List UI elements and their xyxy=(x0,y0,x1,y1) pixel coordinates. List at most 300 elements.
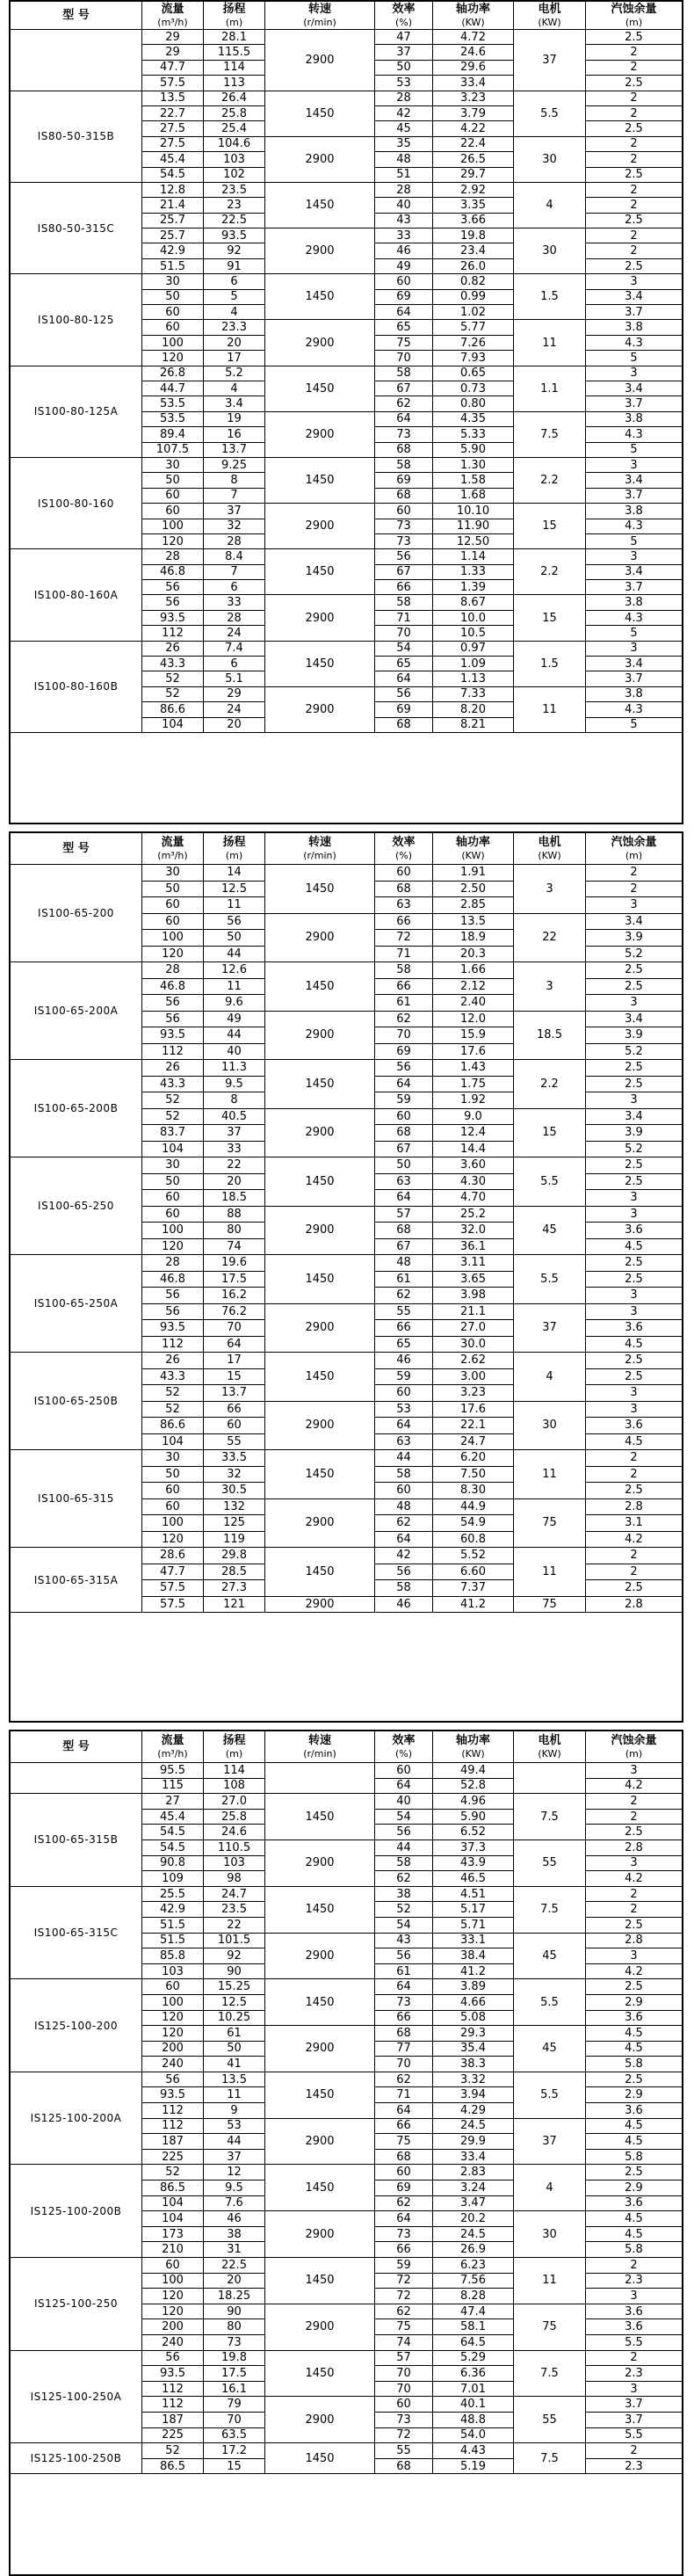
model-cell: IS100-80-160A xyxy=(11,549,142,641)
npsh-cell: 5 xyxy=(586,718,682,733)
speed-cell: 2900 xyxy=(265,2397,375,2443)
model-cell: IS125-100-250 xyxy=(11,2258,142,2351)
efficiency-cell: 71 xyxy=(375,611,433,626)
speed-cell: 2900 xyxy=(265,595,375,641)
efficiency-cell: 68 xyxy=(375,2150,433,2166)
efficiency-cell: 72 xyxy=(375,2289,433,2304)
npsh-cell: 3.6 xyxy=(586,2103,682,2119)
efficiency-cell: 63 xyxy=(375,1174,433,1191)
head-cell: 31 xyxy=(204,2242,265,2258)
head-cell: 6 xyxy=(204,657,265,671)
efficiency-cell: 42 xyxy=(375,106,433,121)
head-cell: 17.5 xyxy=(204,1272,265,1288)
flow-cell: 93.5 xyxy=(142,611,204,626)
efficiency-cell: 68 xyxy=(375,489,433,504)
npsh-cell: 3.6 xyxy=(586,2304,682,2320)
efficiency-cell: 67 xyxy=(375,565,433,580)
npsh-cell: 4.3 xyxy=(586,427,682,442)
efficiency-cell: 69 xyxy=(375,702,433,717)
header-flow-unit: (m³/h) xyxy=(157,850,188,861)
model-cell: IS125-100-200B xyxy=(11,2165,142,2258)
efficiency-cell: 73 xyxy=(375,519,433,534)
efficiency-cell: 73 xyxy=(375,2227,433,2243)
head-cell: 7 xyxy=(204,565,265,580)
header-flow-unit: (m³/h) xyxy=(157,1748,188,1760)
npsh-cell: 3 xyxy=(586,1207,682,1223)
efficiency-cell: 51 xyxy=(375,168,433,183)
motor-power-cell: 22 xyxy=(514,914,586,963)
flow-cell: 27.5 xyxy=(142,121,204,136)
efficiency-cell: 46 xyxy=(375,243,433,258)
npsh-cell: 2 xyxy=(586,1794,682,1810)
head-cell: 102 xyxy=(204,168,265,183)
flow-cell: 56 xyxy=(142,1288,204,1304)
header-shaft-power-unit: (KW) xyxy=(461,850,485,861)
efficiency-cell: 71 xyxy=(375,947,433,963)
motor-power-cell: 5.5 xyxy=(514,2072,586,2119)
npsh-cell: 3.7 xyxy=(586,671,682,686)
motor-power-cell: 4 xyxy=(514,2165,586,2211)
speed-cell: 2900 xyxy=(265,412,375,458)
flow-cell: 120 xyxy=(142,2011,204,2027)
flow-cell: 56 xyxy=(142,995,204,1012)
efficiency-cell: 68 xyxy=(375,443,433,458)
flow-cell: 104 xyxy=(142,2196,204,2212)
speed-cell: 1450 xyxy=(265,2443,375,2474)
header-flow xyxy=(142,2,204,30)
head-cell: 4 xyxy=(204,381,265,396)
head-cell: 22 xyxy=(204,1157,265,1174)
shaft-power-cell: 46.5 xyxy=(433,1871,514,1887)
efficiency-cell: 28 xyxy=(375,183,433,198)
npsh-cell: 3.9 xyxy=(586,930,682,947)
head-cell: 98 xyxy=(204,1871,265,1887)
shaft-power-cell: 13.5 xyxy=(433,914,514,931)
head-cell: 9.25 xyxy=(204,458,265,473)
npsh-cell: 2 xyxy=(586,152,682,167)
npsh-cell: 2 xyxy=(586,137,682,152)
speed-cell xyxy=(265,1763,375,1794)
npsh-cell: 2.8 xyxy=(586,1934,682,1949)
flow-cell: 60 xyxy=(142,305,204,320)
head-cell: 6 xyxy=(204,580,265,595)
head-cell: 26.4 xyxy=(204,91,265,106)
npsh-cell: 3 xyxy=(586,549,682,564)
npsh-cell: 2.8 xyxy=(586,1597,682,1614)
npsh-cell: 2.5 xyxy=(586,1272,682,1288)
speed-cell: 1450 xyxy=(265,1887,375,1934)
npsh-cell: 2.5 xyxy=(586,76,682,91)
efficiency-cell: 58 xyxy=(375,366,433,381)
npsh-cell: 2.5 xyxy=(586,1483,682,1499)
head-cell: 8 xyxy=(204,473,265,488)
shaft-power-cell: 5.19 xyxy=(433,2459,514,2475)
model-cell: IS100-65-315B xyxy=(11,1794,142,1887)
flow-cell: 46.8 xyxy=(142,1272,204,1288)
speed-cell: 1450 xyxy=(265,1450,375,1499)
flow-cell: 93.5 xyxy=(142,2087,204,2103)
efficiency-cell: 64 xyxy=(375,671,433,686)
shaft-power-cell: 29.7 xyxy=(433,168,514,183)
efficiency-cell: 54 xyxy=(375,1810,433,1825)
head-cell: 12.6 xyxy=(204,962,265,979)
efficiency-cell: 64 xyxy=(375,1532,433,1549)
head-cell: 38 xyxy=(204,2227,265,2243)
efficiency-cell: 65 xyxy=(375,1337,433,1353)
motor-power-cell: 15 xyxy=(514,595,586,641)
flow-cell: 50 xyxy=(142,1467,204,1484)
npsh-cell: 3 xyxy=(586,366,682,381)
shaft-power-cell: 60.8 xyxy=(433,1532,514,1549)
speed-cell: 2900 xyxy=(265,2026,375,2072)
shaft-power-cell: 1.75 xyxy=(433,1077,514,1093)
head-cell: 11 xyxy=(204,897,265,914)
flow-cell: 240 xyxy=(142,2057,204,2072)
flow-cell: 25.7 xyxy=(142,229,204,243)
head-cell: 3.4 xyxy=(204,396,265,411)
npsh-cell: 4.5 xyxy=(586,2026,682,2042)
shaft-power-cell: 30.0 xyxy=(433,1337,514,1353)
shaft-power-cell: 22.4 xyxy=(433,137,514,152)
head-cell: 64 xyxy=(204,1337,265,1353)
flow-cell: 200 xyxy=(142,2042,204,2057)
speed-cell: 1450 xyxy=(265,1255,375,1304)
npsh-cell: 3 xyxy=(586,1948,682,1964)
efficiency-cell: 70 xyxy=(375,626,433,641)
flow-cell: 200 xyxy=(142,2319,204,2335)
shaft-power-cell: 12.0 xyxy=(433,1012,514,1028)
model-cell: IS100-80-125 xyxy=(11,274,142,366)
npsh-cell: 3.4 xyxy=(586,914,682,931)
flow-cell: 187 xyxy=(142,2413,204,2428)
motor-power-cell: 7.5 xyxy=(514,2443,586,2474)
head-cell: 8.4 xyxy=(204,549,265,564)
shaft-power-cell: 10.0 xyxy=(433,611,514,626)
header-shaft-power-unit: (KW) xyxy=(461,17,485,28)
flow-cell: 56 xyxy=(142,2351,204,2367)
spec-table xyxy=(11,833,682,1613)
speed-cell: 1450 xyxy=(265,1979,375,2026)
shaft-power-cell: 0.73 xyxy=(433,381,514,396)
header-shaft-power-label: 轴功率 xyxy=(455,1734,490,1747)
shaft-power-cell: 2.62 xyxy=(433,1353,514,1369)
shaft-power-cell: 3.65 xyxy=(433,1272,514,1288)
flow-cell: 100 xyxy=(142,336,204,351)
npsh-cell: 2 xyxy=(586,229,682,243)
efficiency-cell: 64 xyxy=(375,1418,433,1434)
head-cell: 115.5 xyxy=(204,45,265,60)
shaft-power-cell: 1.58 xyxy=(433,473,514,488)
head-cell: 23 xyxy=(204,198,265,213)
head-cell: 103 xyxy=(204,152,265,167)
head-cell: 25.8 xyxy=(204,1810,265,1825)
efficiency-cell: 67 xyxy=(375,1239,433,1256)
npsh-cell: 3.4 xyxy=(586,657,682,671)
npsh-cell: 2.5 xyxy=(586,121,682,136)
efficiency-cell: 43 xyxy=(375,1934,433,1949)
model-cell: IS125-100-200A xyxy=(11,2072,142,2166)
model-cell: IS100-65-250B xyxy=(11,1353,142,1450)
flow-cell: 30 xyxy=(142,274,204,289)
speed-cell: 1450 xyxy=(265,962,375,1012)
npsh-cell: 2 xyxy=(586,1887,682,1903)
motor-power-cell: 7.5 xyxy=(514,1794,586,1840)
flow-cell: 107.5 xyxy=(142,443,204,458)
shaft-power-cell: 3.24 xyxy=(433,2181,514,2196)
efficiency-cell: 64 xyxy=(375,2211,433,2227)
head-cell: 24 xyxy=(204,626,265,641)
shaft-power-cell: 15.9 xyxy=(433,1027,514,1044)
motor-power-cell: 1.5 xyxy=(514,274,586,320)
flow-cell: 52 xyxy=(142,1385,204,1402)
speed-cell: 1450 xyxy=(265,2165,375,2211)
efficiency-cell: 37 xyxy=(375,45,433,60)
npsh-cell: 3 xyxy=(586,1092,682,1109)
flow-cell: 28 xyxy=(142,1255,204,1272)
npsh-cell: 2 xyxy=(586,91,682,106)
header-shaft-power xyxy=(433,2,514,30)
head-cell: 5.2 xyxy=(204,366,265,381)
flow-cell: 50 xyxy=(142,882,204,898)
shaft-power-cell: 4.66 xyxy=(433,1995,514,2011)
header-npsh-unit: (m) xyxy=(625,850,643,861)
header-motor-power-unit: (KW) xyxy=(538,850,561,861)
shaft-power-cell: 4.30 xyxy=(433,1174,514,1191)
npsh-cell: 5.8 xyxy=(586,2242,682,2258)
shaft-power-cell: 7.26 xyxy=(433,336,514,351)
flow-cell: 85.8 xyxy=(142,1948,204,1964)
npsh-cell: 2.5 xyxy=(586,1157,682,1174)
head-cell: 37 xyxy=(204,2150,265,2166)
head-cell: 22.5 xyxy=(204,214,265,229)
shaft-power-cell: 29.3 xyxy=(433,2026,514,2042)
flow-cell: 60 xyxy=(142,504,204,519)
motor-power-cell: 2.2 xyxy=(514,1060,586,1109)
shaft-power-cell: 5.90 xyxy=(433,1810,514,1825)
efficiency-cell: 40 xyxy=(375,1794,433,1810)
efficiency-cell: 70 xyxy=(375,2366,433,2382)
shaft-power-cell: 6.60 xyxy=(433,1564,514,1581)
shaft-power-cell: 32.0 xyxy=(433,1223,514,1239)
efficiency-cell: 64 xyxy=(375,412,433,427)
efficiency-cell: 74 xyxy=(375,2335,433,2351)
head-cell: 7 xyxy=(204,489,265,504)
head-cell: 20 xyxy=(204,1174,265,1191)
motor-power-cell: 4 xyxy=(514,1353,586,1402)
flow-cell: 43.3 xyxy=(142,1077,204,1093)
motor-power-cell: 7.5 xyxy=(514,1887,586,1934)
flow-cell: 100 xyxy=(142,1223,204,1239)
flow-cell: 51.5 xyxy=(142,1934,204,1949)
head-cell: 63.5 xyxy=(204,2428,265,2444)
header-speed xyxy=(265,833,375,865)
npsh-cell: 4.5 xyxy=(586,2211,682,2227)
efficiency-cell: 63 xyxy=(375,1434,433,1451)
flow-cell: 57.5 xyxy=(142,1580,204,1597)
head-cell: 50 xyxy=(204,930,265,947)
npsh-cell: 3.7 xyxy=(586,580,682,595)
header-efficiency-unit: (%) xyxy=(394,17,413,28)
efficiency-cell: 46 xyxy=(375,1597,433,1614)
npsh-cell: 2 xyxy=(586,183,682,198)
shaft-power-cell: 33.1 xyxy=(433,1934,514,1949)
flow-cell: 120 xyxy=(142,2289,204,2304)
header-shaft-power-label: 轴功率 xyxy=(455,3,490,16)
efficiency-cell: 43 xyxy=(375,214,433,229)
npsh-cell: 3.7 xyxy=(586,2413,682,2428)
header-head xyxy=(204,2,265,30)
efficiency-cell: 56 xyxy=(375,1948,433,1964)
efficiency-cell: 47 xyxy=(375,30,433,45)
shaft-power-cell: 48.8 xyxy=(433,2413,514,2428)
npsh-cell: 4.5 xyxy=(586,2134,682,2150)
header-head-label: 扬程 xyxy=(222,836,246,849)
flow-cell: 120 xyxy=(142,2304,204,2320)
npsh-cell: 2.5 xyxy=(586,2072,682,2088)
npsh-cell: 2.5 xyxy=(586,962,682,979)
shaft-power-cell: 3.23 xyxy=(433,1385,514,1402)
header-speed xyxy=(265,2,375,30)
shaft-power-cell: 1.39 xyxy=(433,580,514,595)
model-cell: IS100-80-125A xyxy=(11,366,142,458)
shaft-power-cell: 2.40 xyxy=(433,995,514,1012)
speed-cell: 2900 xyxy=(265,1402,375,1451)
header-motor-power-label: 电机 xyxy=(538,3,561,16)
shaft-power-cell: 5.71 xyxy=(433,1918,514,1934)
shaft-power-cell: 7.37 xyxy=(433,1580,514,1597)
efficiency-cell: 40 xyxy=(375,198,433,213)
efficiency-cell: 60 xyxy=(375,2165,433,2181)
shaft-power-cell: 0.99 xyxy=(433,290,514,305)
npsh-cell: 2.5 xyxy=(586,259,682,274)
flow-cell: 26 xyxy=(142,1353,204,1369)
npsh-cell: 2.9 xyxy=(586,2087,682,2103)
speed-cell: 2900 xyxy=(265,687,375,733)
shaft-power-cell: 17.6 xyxy=(433,1044,514,1061)
shaft-power-cell: 9.0 xyxy=(433,1109,514,1126)
motor-power-cell: 11 xyxy=(514,320,586,366)
efficiency-cell: 70 xyxy=(375,2382,433,2398)
header-motor-power xyxy=(514,1731,586,1763)
head-cell: 30.5 xyxy=(204,1483,265,1499)
npsh-cell: 2.5 xyxy=(586,1979,682,1995)
efficiency-cell: 42 xyxy=(375,1548,433,1564)
flow-cell: 120 xyxy=(142,1532,204,1549)
flow-cell: 45.4 xyxy=(142,1810,204,1825)
shaft-power-cell: 7.50 xyxy=(433,1467,514,1484)
header-npsh-unit: (m) xyxy=(625,17,643,28)
efficiency-cell: 63 xyxy=(375,897,433,914)
npsh-cell: 5.8 xyxy=(586,2057,682,2072)
head-cell: 12.5 xyxy=(204,882,265,898)
head-cell: 13.7 xyxy=(204,1385,265,1402)
header-shaft-power xyxy=(433,833,514,865)
shaft-power-cell: 18.9 xyxy=(433,930,514,947)
efficiency-cell: 75 xyxy=(375,2134,433,2150)
npsh-cell: 2.5 xyxy=(586,1918,682,1934)
efficiency-cell: 66 xyxy=(375,979,433,996)
header-model-label: 型 号 xyxy=(62,9,90,22)
efficiency-cell: 68 xyxy=(375,1125,433,1142)
head-cell: 28 xyxy=(204,534,265,549)
efficiency-cell: 59 xyxy=(375,2258,433,2274)
model-cell: IS100-65-315A xyxy=(11,1548,142,1613)
efficiency-cell: 54 xyxy=(375,642,433,657)
flow-cell: 112 xyxy=(142,2382,204,2398)
header-npsh xyxy=(586,1731,682,1763)
head-cell: 9.6 xyxy=(204,995,265,1012)
efficiency-cell: 62 xyxy=(375,396,433,411)
npsh-cell: 3 xyxy=(586,642,682,657)
head-cell: 121 xyxy=(204,1597,265,1614)
flow-cell: 90.8 xyxy=(142,1856,204,1872)
npsh-cell: 5.5 xyxy=(586,2428,682,2444)
header-efficiency-unit: (%) xyxy=(394,850,413,861)
motor-power-cell: 5.5 xyxy=(514,1157,586,1207)
npsh-cell: 3 xyxy=(586,897,682,914)
head-cell: 32 xyxy=(204,519,265,534)
efficiency-cell: 58 xyxy=(375,1580,433,1597)
npsh-cell: 5 xyxy=(586,443,682,458)
npsh-cell: 4.2 xyxy=(586,1532,682,1549)
head-cell: 12.5 xyxy=(204,1995,265,2011)
motor-power-cell: 37 xyxy=(514,2119,586,2166)
shaft-power-cell: 8.30 xyxy=(433,1483,514,1499)
head-cell: 32 xyxy=(204,1467,265,1484)
efficiency-cell: 60 xyxy=(375,274,433,289)
header-npsh-unit: (m) xyxy=(625,1748,643,1760)
speed-cell: 2900 xyxy=(265,1597,375,1614)
model-cell: IS125-100-250A xyxy=(11,2351,142,2444)
model-cell: IS100-65-250A xyxy=(11,1255,142,1353)
shaft-power-cell: 5.17 xyxy=(433,1902,514,1918)
shaft-power-cell: 7.33 xyxy=(433,687,514,702)
efficiency-cell: 61 xyxy=(375,995,433,1012)
shaft-power-cell: 20.2 xyxy=(433,2211,514,2227)
npsh-cell: 3 xyxy=(586,2289,682,2304)
efficiency-cell: 62 xyxy=(375,1288,433,1304)
efficiency-cell: 75 xyxy=(375,336,433,351)
flow-cell: 45.4 xyxy=(142,152,204,167)
efficiency-cell: 68 xyxy=(375,2459,433,2475)
head-cell: 29.8 xyxy=(204,1548,265,1564)
efficiency-cell: 66 xyxy=(375,2242,433,2258)
shaft-power-cell: 3.79 xyxy=(433,106,514,121)
efficiency-cell: 60 xyxy=(375,865,433,882)
head-cell: 53 xyxy=(204,2119,265,2135)
model-cell: IS125-100-200 xyxy=(11,1979,142,2072)
shaft-power-cell: 58.1 xyxy=(433,2319,514,2335)
head-cell: 33 xyxy=(204,595,265,610)
header-model xyxy=(11,833,142,865)
shaft-power-cell: 19.8 xyxy=(433,229,514,243)
efficiency-cell: 70 xyxy=(375,1027,433,1044)
npsh-cell: 2.5 xyxy=(586,1580,682,1597)
flow-cell: 47.7 xyxy=(142,1564,204,1581)
flow-cell: 120 xyxy=(142,947,204,963)
speed-cell: 1450 xyxy=(265,2351,375,2398)
speed-cell: 1450 xyxy=(265,458,375,504)
efficiency-cell: 46 xyxy=(375,1353,433,1369)
efficiency-cell: 60 xyxy=(375,2397,433,2413)
efficiency-cell: 56 xyxy=(375,1825,433,1840)
head-cell: 33 xyxy=(204,1142,265,1158)
npsh-cell: 3.8 xyxy=(586,687,682,702)
shaft-power-cell: 5.08 xyxy=(433,2011,514,2027)
efficiency-cell: 66 xyxy=(375,914,433,931)
speed-cell: 1450 xyxy=(265,1794,375,1840)
speed-cell: 1450 xyxy=(265,1353,375,1402)
